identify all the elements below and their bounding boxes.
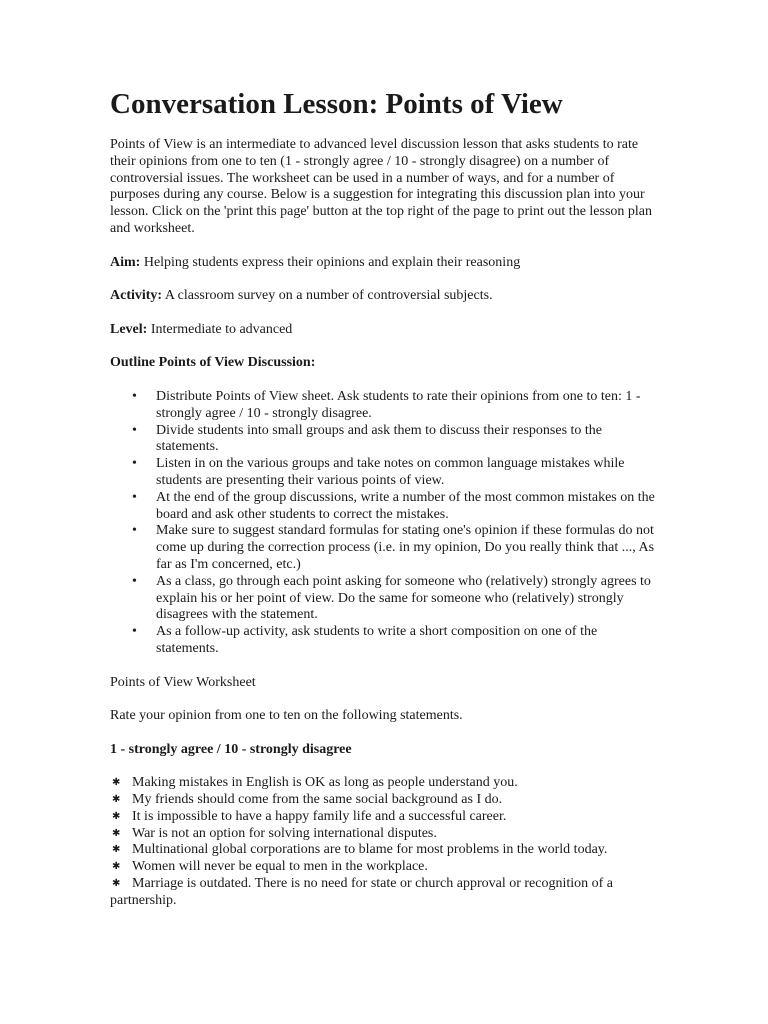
statement-item — [110, 826, 658, 843]
outline-item-text: Distribute Points of View sheet. Ask students to rate their opinions from one to ten: 1 - strongly agree / 10 - strongly disagree. — [156, 388, 641, 421]
statement-item — [110, 792, 658, 809]
star-bullet-icon: ✱ — [112, 844, 121, 856]
level-line — [110, 322, 658, 339]
outline-item — [132, 388, 658, 423]
activity-text: A classroom survey on a number of controversial subjects. — [162, 288, 493, 304]
outline-item-text: Make sure to suggest standard formulas for stating one's opinion if these formulas do not come up during the correction process (i.e. in my opinion, Do you really think that ..., As far as I'm concerned, etc.) — [156, 523, 655, 572]
outline-list — [110, 389, 658, 658]
outline-item-text: Divide students into small groups and ask them to discuss their responses to the statements. — [156, 422, 603, 455]
worksheet-instruction: Rate your opinion from one to ten on the following statements. — [110, 708, 463, 724]
star-bullet-icon: ✱ — [112, 777, 121, 789]
statement-text: Marriage is outdated. There is no need for state or church approval or recognition of a partnership. — [110, 876, 614, 908]
statement-item — [110, 859, 658, 876]
bullet-icon: • — [132, 456, 137, 472]
aim-line — [110, 255, 658, 272]
bullet-icon: • — [132, 523, 137, 539]
page-title: Conversation Lesson: Points of View — [110, 88, 563, 120]
statement-text: Women will never be equal to men in the workplace. — [132, 859, 428, 875]
star-bullet-icon: ✱ — [112, 827, 121, 839]
aim-text: Helping students express their opinions and explain their reasoning — [140, 254, 521, 270]
outline-item-text: As a class, go through each point asking for someone who (relatively) strongly agrees to explain his or her point of view. Do the same for someone who (relatively) strongly disagrees with the statement. — [156, 573, 651, 623]
intro-paragraph: Points of View is an intermediate to advanced level discussion lesson that asks students to rate their opinions from one to ten (1 - strongly agree / 10 - strongly disagree) on a number of controversial issues. The worksheet can be used in a number of ways, and for a number of purposes during any course. Below is a suggestion for integrating this discussion plan into your lesson. Click on the 'print this page' button at the top right of the page to print out the lesson plan and worksheet. — [110, 137, 653, 236]
outline-item — [132, 624, 658, 658]
scale-heading: 1 - strongly agree / 10 - strongly disagree — [110, 741, 352, 757]
statement-text: My friends should come from the same social background as I do. — [132, 792, 503, 808]
activity-label: Activity: — [110, 288, 163, 304]
bullet-icon: • — [132, 573, 137, 589]
statement-item — [110, 842, 658, 859]
outline-heading: Outline Points of View Discussion: — [110, 355, 316, 371]
statement-item — [110, 775, 658, 792]
outline-item-text: As a follow-up activity, ask students to write a short composition on one of the statements. — [156, 624, 598, 656]
outline-item-text: At the end of the group discussions, write a number of the most common mistakes on the board and ask other students to correct the mistakes. — [156, 489, 655, 522]
aim-label: Aim: — [110, 254, 141, 270]
star-bullet-icon: ✱ — [112, 794, 121, 806]
star-bullet-icon: ✱ — [112, 878, 121, 890]
document-body — [110, 137, 658, 910]
outline-item-text: Listen in on the various groups and take notes on common language mistakes while students are presenting their various points of view. — [156, 456, 625, 488]
statement-item — [110, 809, 658, 826]
bullet-icon: • — [132, 422, 137, 438]
level-label: Level: — [110, 321, 148, 337]
level-text: Intermediate to advanced — [147, 321, 293, 337]
statement-text: It is impossible to have a happy family life and a successful career. — [132, 808, 507, 824]
outline-item — [132, 489, 658, 524]
outline-item — [132, 422, 658, 457]
activity-line — [110, 288, 658, 305]
star-bullet-icon: ✱ — [112, 861, 121, 873]
statement-item — [110, 876, 658, 910]
statement-text: War is not an option for solving international disputes. — [132, 825, 437, 841]
outline-item — [132, 456, 658, 490]
bullet-icon: • — [132, 489, 137, 505]
bullet-icon: • — [132, 624, 137, 640]
outline-item — [132, 573, 658, 624]
statements-list — [110, 775, 658, 909]
statement-text: Making mistakes in English is OK as long as people understand you. — [132, 775, 518, 791]
bullet-icon: • — [132, 388, 137, 404]
worksheet-title: Points of View Worksheet — [110, 674, 256, 690]
statement-text: Multinational global corporations are to blame for most problems in the world today. — [132, 842, 608, 858]
star-bullet-icon: ✱ — [112, 810, 121, 822]
outline-item — [132, 523, 658, 573]
